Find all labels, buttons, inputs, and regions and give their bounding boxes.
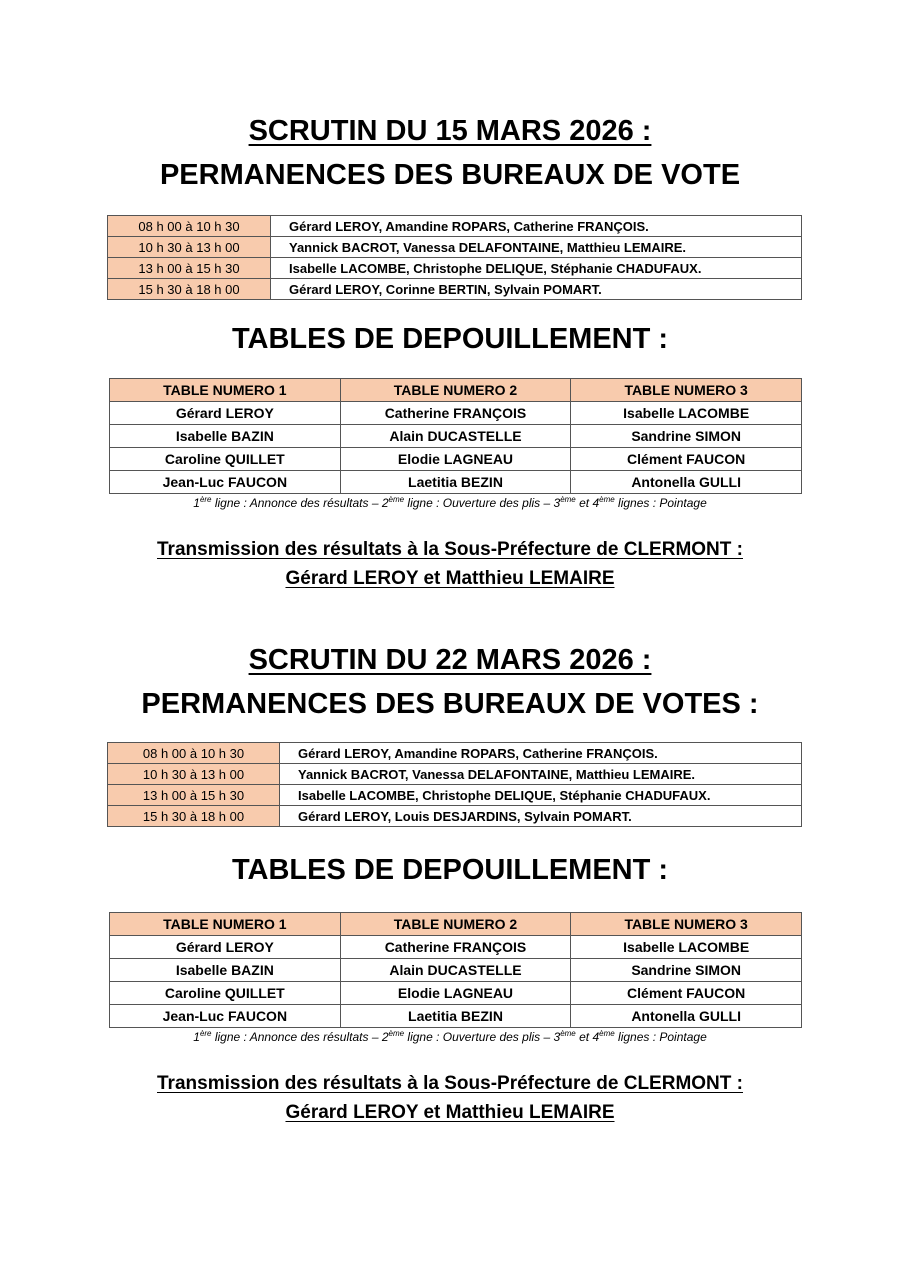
note-sup: ème <box>599 495 615 504</box>
section2-title-line2: PERMANENCES DES BUREAUX DE VOTES : <box>141 688 759 720</box>
section2-depouillement-table <box>109 912 802 1028</box>
section2-schedule-table <box>107 742 802 827</box>
section1-transmission <box>0 535 900 593</box>
table-cell: Alain DUCASTELLE <box>340 959 571 982</box>
table-row <box>110 982 802 1005</box>
schedule-time: 13 h 00 à 15 h 30 <box>108 258 271 279</box>
table-row <box>108 764 802 785</box>
table-header: TABLE NUMERO 2 <box>340 913 571 936</box>
section2-tables-title: TABLES DE DEPOUILLEMENT : <box>231 854 669 886</box>
schedule-names: Gérard LEROY, Amandine ROPARS, Catherine FRANÇOIS. <box>271 216 802 237</box>
table-cell: Elodie LAGNEAU <box>340 448 571 471</box>
table-cell: Isabelle LACOMBE <box>571 402 802 425</box>
table-cell: Catherine FRANÇOIS <box>340 402 571 425</box>
schedule-names: Yannick BACROT, Vanessa DELAFONTAINE, Matthieu LEMAIRE. <box>271 237 802 258</box>
table-row <box>108 258 802 279</box>
schedule-names: Isabelle LACOMBE, Christophe DELIQUE, Stéphanie CHADUFAUX. <box>271 258 802 279</box>
schedule-time: 10 h 30 à 13 h 00 <box>108 237 271 258</box>
note-sup: ère <box>199 495 212 504</box>
table-cell: Clément FAUCON <box>571 982 802 1005</box>
table-cell: Elodie LAGNEAU <box>340 982 571 1005</box>
section1-tables-title: TABLES DE DEPOUILLEMENT : <box>231 323 669 355</box>
table-cell: Sandrine SIMON <box>571 425 802 448</box>
table-cell: Isabelle BAZIN <box>110 425 341 448</box>
table-header: TABLE NUMERO 3 <box>571 913 802 936</box>
table-cell: Laetitia BEZIN <box>340 471 571 494</box>
schedule-names: Gérard LEROY, Corinne BERTIN, Sylvain POMART. <box>271 279 802 300</box>
schedule-time: 10 h 30 à 13 h 00 <box>108 764 280 785</box>
note-text: ligne : Annonce des résultats – <box>211 1030 382 1044</box>
table-row <box>108 216 802 237</box>
table-cell: Isabelle BAZIN <box>110 959 341 982</box>
table-header: TABLE NUMERO 2 <box>340 379 571 402</box>
table-header: TABLE NUMERO 3 <box>571 379 802 402</box>
table-cell: Caroline QUILLET <box>110 448 341 471</box>
table-row <box>108 237 802 258</box>
note-text: lignes : Pointage <box>614 496 707 510</box>
table-row <box>110 959 802 982</box>
schedule-names: Yannick BACROT, Vanessa DELAFONTAINE, Matthieu LEMAIRE. <box>280 764 802 785</box>
table-row <box>110 936 802 959</box>
table-header-row <box>110 913 802 936</box>
section2-legend-note <box>0 1029 900 1044</box>
table-cell: Gérard LEROY <box>110 936 341 959</box>
table-row <box>110 1005 802 1028</box>
section2-title <box>0 641 900 723</box>
section1-schedule-table <box>107 215 802 300</box>
schedule-names: Isabelle LACOMBE, Christophe DELIQUE, Stéphanie CHADUFAUX. <box>280 785 802 806</box>
table-cell: Sandrine SIMON <box>571 959 802 982</box>
section1-title-line2: PERMANENCES DES BUREAUX DE VOTE <box>159 159 741 191</box>
section1-legend-note <box>0 495 900 510</box>
schedule-time: 15 h 30 à 18 h 00 <box>108 806 280 827</box>
note-text: ligne : Ouverture des plis – <box>404 1030 554 1044</box>
schedule-time: 13 h 00 à 15 h 30 <box>108 785 280 806</box>
note-text: lignes : Pointage <box>614 1030 707 1044</box>
table-cell: Laetitia BEZIN <box>340 1005 571 1028</box>
table-cell: Gérard LEROY <box>110 402 341 425</box>
table-header: TABLE NUMERO 1 <box>110 379 341 402</box>
note-text: 4 <box>592 1030 600 1044</box>
section2-title-line1: SCRUTIN DU 22 MARS 2026 : <box>248 644 652 676</box>
section1-title <box>0 112 900 194</box>
table-cell: Catherine FRANÇOIS <box>340 936 571 959</box>
table-row <box>108 279 802 300</box>
schedule-time: 08 h 00 à 10 h 30 <box>108 743 280 764</box>
note-text: ligne : Ouverture des plis – <box>404 496 554 510</box>
note-text: et <box>575 1030 593 1044</box>
note-text: 2 <box>381 496 389 510</box>
schedule-time: 15 h 30 à 18 h 00 <box>108 279 271 300</box>
table-cell: Antonella GULLI <box>571 1005 802 1028</box>
note-text: 4 <box>592 496 600 510</box>
table-header-row <box>110 379 802 402</box>
note-text: ligne : Annonce des résultats – <box>211 496 382 510</box>
note-sup: ère <box>199 1029 212 1038</box>
note-sup: ème <box>388 1029 405 1038</box>
table-row <box>110 402 802 425</box>
note-sup: ème <box>388 495 405 504</box>
table-cell: Jean-Luc FAUCON <box>110 471 341 494</box>
table-cell: Clément FAUCON <box>571 448 802 471</box>
table-row <box>108 806 802 827</box>
note-sup: ème <box>599 1029 615 1038</box>
schedule-names: Gérard LEROY, Amandine ROPARS, Catherine FRANÇOIS. <box>280 743 802 764</box>
note-text: 3 <box>553 1030 561 1044</box>
section1-depouillement-table <box>109 378 802 494</box>
schedule-names: Gérard LEROY, Louis DESJARDINS, Sylvain POMART. <box>280 806 802 827</box>
note-text: 3 <box>553 496 561 510</box>
table-header: TABLE NUMERO 1 <box>110 913 341 936</box>
section2-transmission <box>0 1069 900 1127</box>
note-text: 1 <box>193 1030 200 1044</box>
note-text: 1 <box>193 496 200 510</box>
note-text: et <box>575 496 593 510</box>
table-row <box>108 785 802 806</box>
table-row <box>110 448 802 471</box>
note-sup: ème <box>560 1029 576 1038</box>
transmission-line2: Gérard LEROY et Matthieu LEMAIRE <box>285 568 615 589</box>
table-row <box>108 743 802 764</box>
transmission-line1: Transmission des résultats à la Sous-Préfecture de CLERMONT : <box>157 1073 743 1094</box>
note-sup: ème <box>560 495 576 504</box>
table-row <box>110 471 802 494</box>
table-row <box>110 425 802 448</box>
table-cell: Jean-Luc FAUCON <box>110 1005 341 1028</box>
transmission-line2: Gérard LEROY et Matthieu LEMAIRE <box>285 1102 615 1123</box>
note-text: 2 <box>381 1030 389 1044</box>
table-cell: Alain DUCASTELLE <box>340 425 571 448</box>
transmission-line1: Transmission des résultats à la Sous-Préfecture de CLERMONT : <box>157 539 743 560</box>
schedule-time: 08 h 00 à 10 h 30 <box>108 216 271 237</box>
table-cell: Caroline QUILLET <box>110 982 341 1005</box>
table-cell: Antonella GULLI <box>571 471 802 494</box>
table-cell: Isabelle LACOMBE <box>571 936 802 959</box>
section1-title-line1: SCRUTIN DU 15 MARS 2026 : <box>248 115 652 147</box>
